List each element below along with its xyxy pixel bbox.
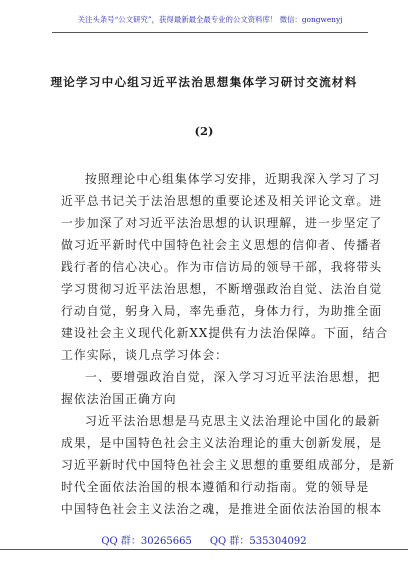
- document-number: (2): [194, 124, 214, 138]
- body-line: 按照理论中心组集体学习安排，近期我深入学习了习: [85, 172, 381, 186]
- document-body: [61, 168, 396, 520]
- body-line: 时代全面依法治国的根本遵循和行动指南。党的领导是: [61, 480, 370, 494]
- body-line: 建设社会主义现代化新XX提供有力法治保障。下面，结合: [61, 326, 389, 340]
- footer-divider: [0, 549, 408, 550]
- body-line: 习近平新时代中国特色社会主义思想的重要组成部分，是新: [61, 458, 396, 472]
- header-notice: 关注头条号“公文研究”，获得最新最全最专业的公文资料库！ 微信：gongwenyj: [52, 14, 368, 33]
- section-heading-line: 一、要增强政治自觉，深入学习习近平法治思想，把: [85, 370, 381, 384]
- body-line: 学习贯彻习近平法治思想，不断增强政治自觉、法治自觉: [61, 282, 383, 296]
- body-line: 习近平法治思想是马克思主义法治理论中国化的最新: [85, 414, 381, 428]
- footer-qq-group-1: QQ 群：30265665: [101, 536, 192, 547]
- body-line: 近平总书记关于法治思想的重要论述及相关评论文章。进: [61, 194, 383, 208]
- body-line: 工作实际，谈几点学习体会：: [61, 348, 229, 362]
- body-line: 一步加深了对习近平法治思想的认识理解，进一步坚定了: [61, 216, 383, 230]
- body-line: 做习近平新时代中国特色社会主义思想的信仰者、传播者: [61, 238, 383, 252]
- footer-qq-group-2: QQ 群：535304092: [209, 536, 307, 547]
- body-line: 成果，是中国特色社会主义法治理论的重大创新发展，是: [61, 436, 383, 450]
- footer-contacts: [0, 532, 408, 547]
- section-heading-line: 握依法治国正确方向: [61, 392, 177, 406]
- document-title: 理论学习中心组习近平法治思想集体学习研讨交流材料: [50, 75, 358, 89]
- body-line: 行动自觉，躬身入局，率先垂范，身体力行，为助推全面: [61, 304, 383, 318]
- body-line: 践行者的信心决心。作为市信访局的领导干部，我将带头: [61, 260, 383, 274]
- body-line: 中国特色社会主义法治之魂，是推进全面依法治国的根本: [61, 502, 383, 516]
